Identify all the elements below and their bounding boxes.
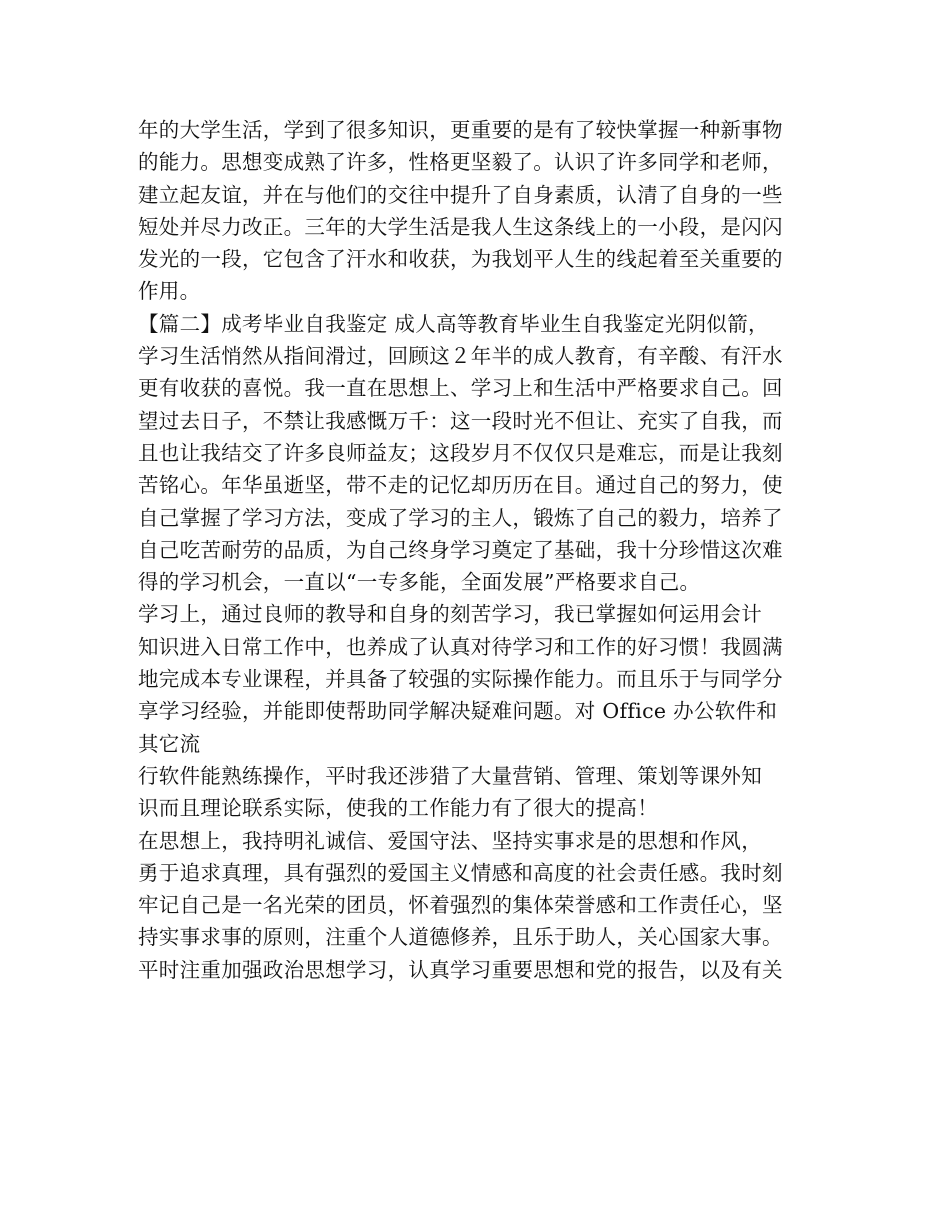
text-line: 学习上，通过良师的教导和自身的刻苦学习，我已掌握如何运用会计 (138, 602, 762, 627)
text-line: 牢记自己是一名光荣的团员，怀着强烈的集体荣誉感和工作责任心，坚 (138, 893, 783, 918)
text-line: 知识进入日常工作中，也养成了认真对待学习和工作的好习惯！我圆满 (138, 634, 783, 659)
text-line: 地完成本专业课程，并具备了较强的实际操作能力。而且乐于与同学分 (138, 667, 783, 692)
text-line: 享学习经验，并能即使帮助同学解决疑难问题。对 Office 办公软件和 (138, 699, 778, 724)
text-line: 短处并尽力改正。三年的大学生活是我人生这条线上的一小段，是闪闪 (138, 214, 783, 239)
text-line: 自己吃苦耐劳的品质，为自己终身学习奠定了基础，我十分珍惜这次难 (138, 537, 783, 562)
text-line: 发光的一段，它包含了汗水和收获，为我划平人生的线起着至关重要的 (138, 247, 783, 272)
text-line: 的能力。思想变成熟了许多，性格更坚毅了。认识了许多同学和老师， (138, 150, 783, 175)
text-line: 自己掌握了学习方法，变成了学习的主人，锻炼了自己的毅力，培养了 (138, 505, 783, 530)
text-line: 且也让我结交了许多良师益友；这段岁月不仅仅只是难忘，而是让我刻 (138, 440, 783, 465)
text-line: 苦铭心。年华虽逝坚，带不走的记忆却历历在目。通过自己的努力，使 (138, 473, 783, 498)
text-line: 得的学习机会，一直以“一专多能，全面发展”严格要求自己。 (138, 570, 701, 595)
section-heading-line: 【篇二】成考毕业自我鉴定 成人高等教育毕业生自我鉴定光阴似箭， (138, 311, 769, 336)
text-line: 建立起友谊，并在与他们的交往中提升了自身素质，认清了自身的一些 (138, 182, 783, 207)
text-line: 望过去日子，不禁让我感慨万千：这一段时光不但让、充实了自我，而 (138, 408, 783, 433)
text-line: 年的大学生活，学到了很多知识，更重要的是有了较快掌握一种新事物 (138, 118, 783, 142)
text-line: 勇于追求真理，具有强烈的爱国主义情感和高度的社会责任感。我时刻 (138, 860, 783, 885)
text-line: 平时注重加强政治思想学习，认真学习重要思想和党的报告，以及有关 (138, 957, 783, 982)
document-body-text (138, 114, 818, 986)
text-line: 学习生活悄然从指间滑过，回顾这２年半的成人教育，有辛酸、有汗水 (138, 344, 783, 369)
text-line: 识而且理论联系实际，使我的工作能力有了很大的提高！ (138, 796, 658, 821)
text-line: 更有收获的喜悦。我一直在思想上、学习上和生活中严格要求自己。回 (138, 376, 783, 401)
text-line: 持实事求事的原则，注重个人道德修养，且乐于助人，关心国家大事。 (138, 925, 783, 950)
text-line: 作用。 (138, 279, 201, 304)
text-line: 在思想上，我持明礼诚信、爱国守法、坚持实事求是的思想和作风， (138, 828, 762, 853)
text-line: 行软件能熟练操作，平时我还涉猎了大量营销、管理、策划等课外知 (138, 763, 762, 788)
text-line: 其它流 (138, 731, 201, 756)
